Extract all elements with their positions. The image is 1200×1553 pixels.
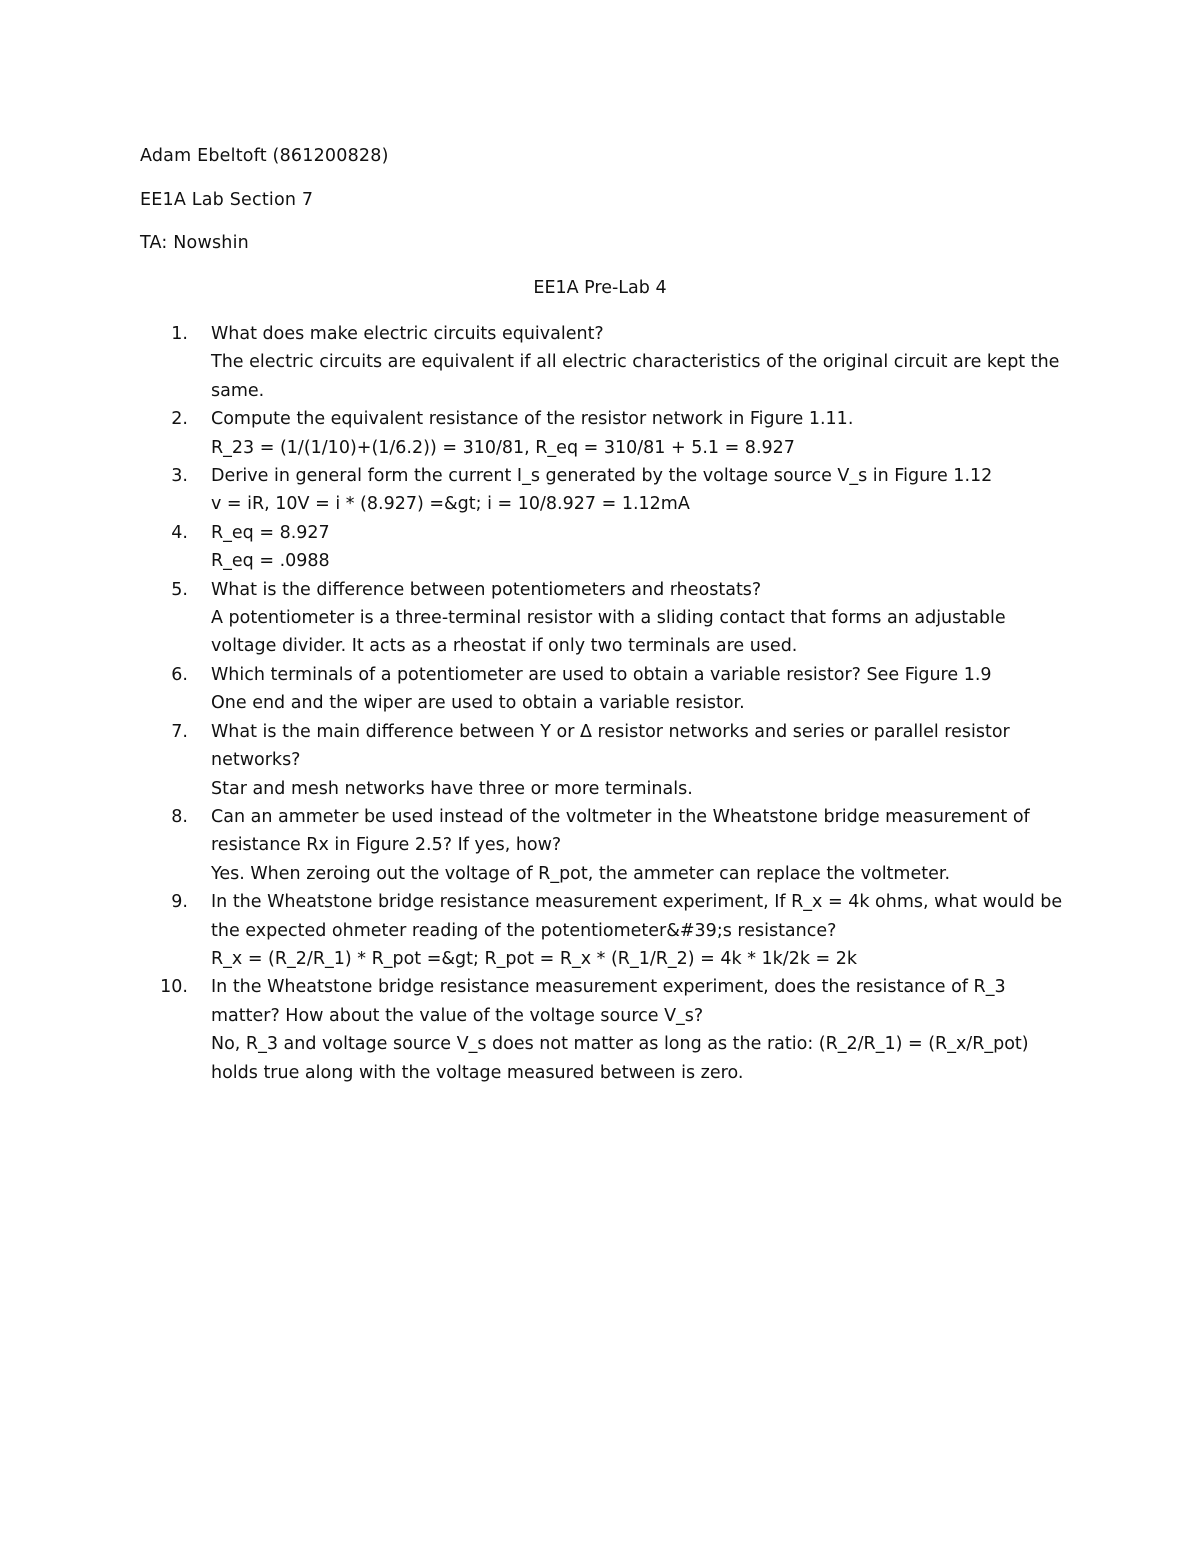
list-item-number: 10. [160, 977, 188, 998]
document-title: EE1A Pre-Lab 4 [533, 278, 667, 298]
question-text: Can an ammeter be used instead of the voltmeter in the Wheatstone bridge measurement of [211, 806, 1030, 827]
list-item [140, 320, 1070, 405]
question-text: R_eq = 8.927 [211, 522, 330, 543]
list-item [140, 405, 1070, 462]
list-item [140, 973, 1070, 1087]
answer-text: R_x = (R_2/R_1) * R_pot =&gt; R_pot = R_x * (R_1/R_2) = 4k * 1k/2k = 2k [211, 948, 858, 969]
list-item [140, 576, 1070, 661]
list-item-number: 2. [171, 409, 188, 430]
list-item-number: 7. [171, 721, 188, 742]
answer-text: Yes. When zeroing out the voltage of R_pot, the ammeter can replace the voltmeter. [211, 863, 951, 884]
list-item-number: 5. [171, 579, 188, 600]
list-item [140, 718, 1070, 803]
list-item-number: 6. [171, 664, 188, 685]
question-text: Which terminals of a potentiometer are used to obtain a variable resistor? See Figure 1.9 [211, 664, 992, 685]
list-item [140, 519, 1070, 576]
question-text: What is the main difference between Y or Δ resistor networks and series or parallel resistor [211, 721, 1010, 742]
ta-name: TA: Nowshin [140, 233, 249, 253]
list-item [140, 803, 1070, 888]
question-text: What is the difference between potentiometers and rheostats? [211, 579, 762, 600]
answer-text: the expected ohmeter reading of the potentiometer&#39;s resistance? [211, 920, 837, 941]
answer-text: v = iR, 10V = i * (8.927) =&gt; i = 10/8.927 = 1.12mA [211, 494, 690, 515]
answer-text: A potentiometer is a three-terminal resistor with a sliding contact that forms an adjustable [211, 608, 1006, 629]
question-text: What does make electric circuits equivalent? [211, 324, 604, 344]
list-item-number: 4. [171, 522, 188, 543]
list-item-number: 3. [171, 466, 188, 487]
list-item [140, 661, 1070, 718]
answer-text: Star and mesh networks have three or more terminals. [211, 778, 693, 799]
answer-text: R_eq = .0988 [211, 551, 330, 572]
answer-text: voltage divider. It acts as a rheostat if only two terminals are used. [211, 636, 798, 657]
question-text: Compute the equivalent resistance of the resistor network in Figure 1.11. [211, 409, 854, 430]
answer-text: holds true along with the voltage measured between is zero. [211, 1062, 744, 1083]
answer-text: R_23 = (1/(1/10)+(1/6.2)) = 310/81, R_eq = 310/81 + 5.1 = 8.927 [211, 437, 795, 458]
list-item-number: 1. [171, 324, 188, 344]
answer-text: matter? How about the value of the voltage source V_s? [211, 1005, 704, 1026]
answer-text: The electric circuits are equivalent if all electric characteristics of the original circuit are kept the [211, 352, 1060, 373]
list-item-number: 8. [171, 806, 188, 827]
question-text: Derive in general form the current I_s generated by the voltage source V_s in Figure 1.12 [211, 466, 993, 487]
answer-text: One end and the wiper are used to obtain a variable resistor. [211, 693, 745, 714]
question-text: In the Wheatstone bridge resistance measurement experiment, If R_x = 4k ohms, what would be [211, 892, 1063, 913]
question-text: In the Wheatstone bridge resistance measurement experiment, does the resistance of R_3 [211, 977, 1006, 998]
student-name-id: Adam Ebeltoft (861200828) [140, 146, 389, 166]
answer-text: networks? [211, 750, 301, 771]
list-item-number: 9. [171, 892, 188, 913]
list-item [140, 888, 1070, 973]
answer-text: No, R_3 and voltage source V_s does not matter as long as the ratio: (R_2/R_1) = (R_x/R_pot) [211, 1034, 1029, 1055]
list-item [140, 462, 1070, 519]
question-answer-list [140, 320, 1070, 1087]
lab-section: EE1A Lab Section 7 [140, 190, 314, 210]
answer-text: resistance Rx in Figure 2.5? If yes, how? [211, 835, 562, 856]
answer-text: same. [211, 380, 265, 401]
